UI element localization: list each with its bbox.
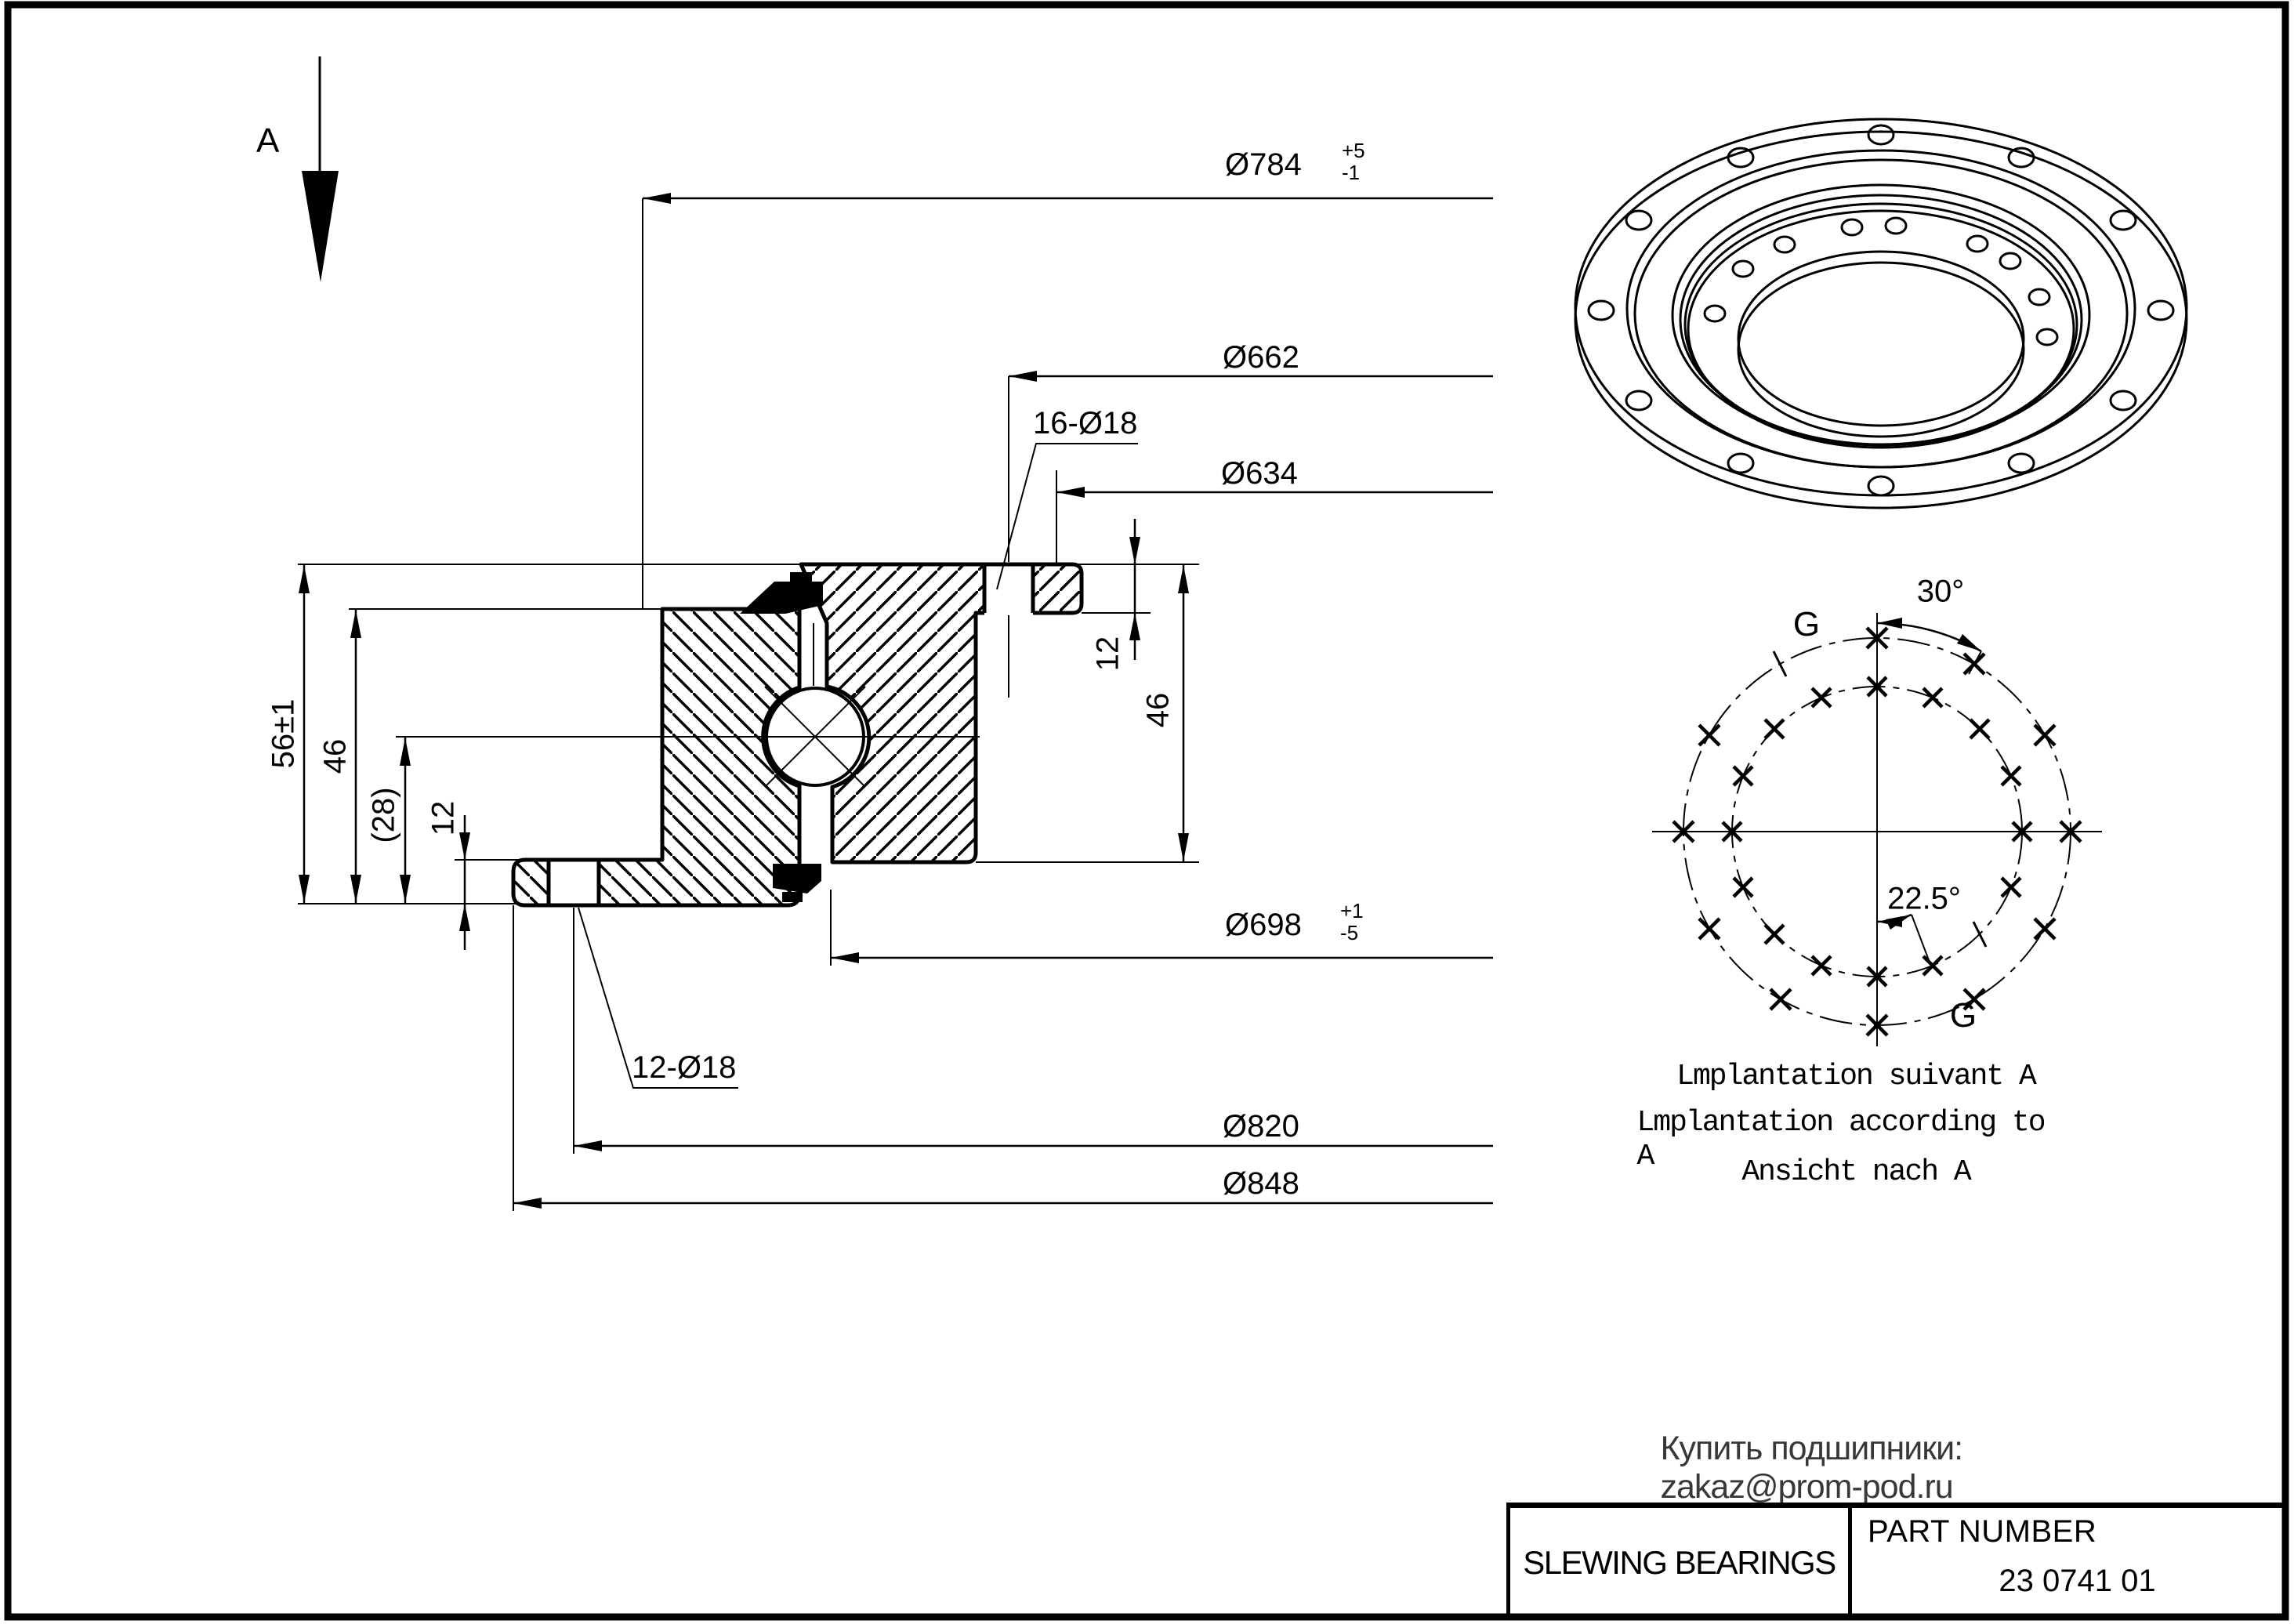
isometric-view [1575,119,2187,508]
gap-label-top: G [1792,605,1821,643]
dim-698-tolerance: +1 -5 [1340,899,1364,944]
iso-inner-holes [1705,218,2057,345]
bolt-pattern-diagram [1652,613,2102,1046]
caption-french: Lmplantation suivant A [1676,1060,2035,1093]
caption-german: Ansicht nach A [1741,1155,1970,1189]
part-number-cell [1852,1508,2287,1617]
angle-225-label: 22.5° [1887,881,1961,916]
dim-12-holes-label: 12-Ø18 [632,1050,737,1085]
dim-12-left-label: 12 [426,800,461,836]
dim-28-label: (28) [366,787,401,843]
product-name: SLEWING BEARINGS [1510,1508,1852,1617]
caption-english: Lmplantation according to A [1636,1106,2045,1173]
section-label: A [256,121,280,160]
dim-16-holes-label: 16-Ø18 [1033,406,1138,440]
dim-634-label: Ø634 [1221,456,1298,491]
title-block [1506,1503,2287,1617]
part-number-label: PART NUMBER [1868,1514,2097,1549]
sheet-frame [8,5,2285,1617]
dim-46-right-label: 46 [1140,692,1176,728]
dim-784-label: Ø784 [1225,147,1302,182]
dim-848-label: Ø848 [1223,1166,1299,1201]
dim-662-label: Ø662 [1223,340,1299,375]
dim-820-label: Ø820 [1223,1109,1299,1144]
angle-225-dimension [1877,915,1929,960]
part-number-value: 23 0741 01 [1999,1564,2156,1598]
cross-section-view [298,193,1493,1211]
seller-contact-text: Купить подшипники: zakaz@prom-pod.ru [1660,1430,1963,1506]
dim-46-left-label: 46 [317,738,353,774]
gap-label-bottom: G [1949,996,1977,1035]
dim-698-label: Ø698 [1225,908,1302,942]
dim-56-label: 56±1 [266,698,301,769]
seal-top [740,572,823,614]
dim-784-tolerance: +5 -1 [1342,139,1365,184]
angle-30-label: 30° [1916,574,1965,609]
dim-12-right-label: 12 [1090,636,1125,672]
section-view-arrow [302,56,339,282]
